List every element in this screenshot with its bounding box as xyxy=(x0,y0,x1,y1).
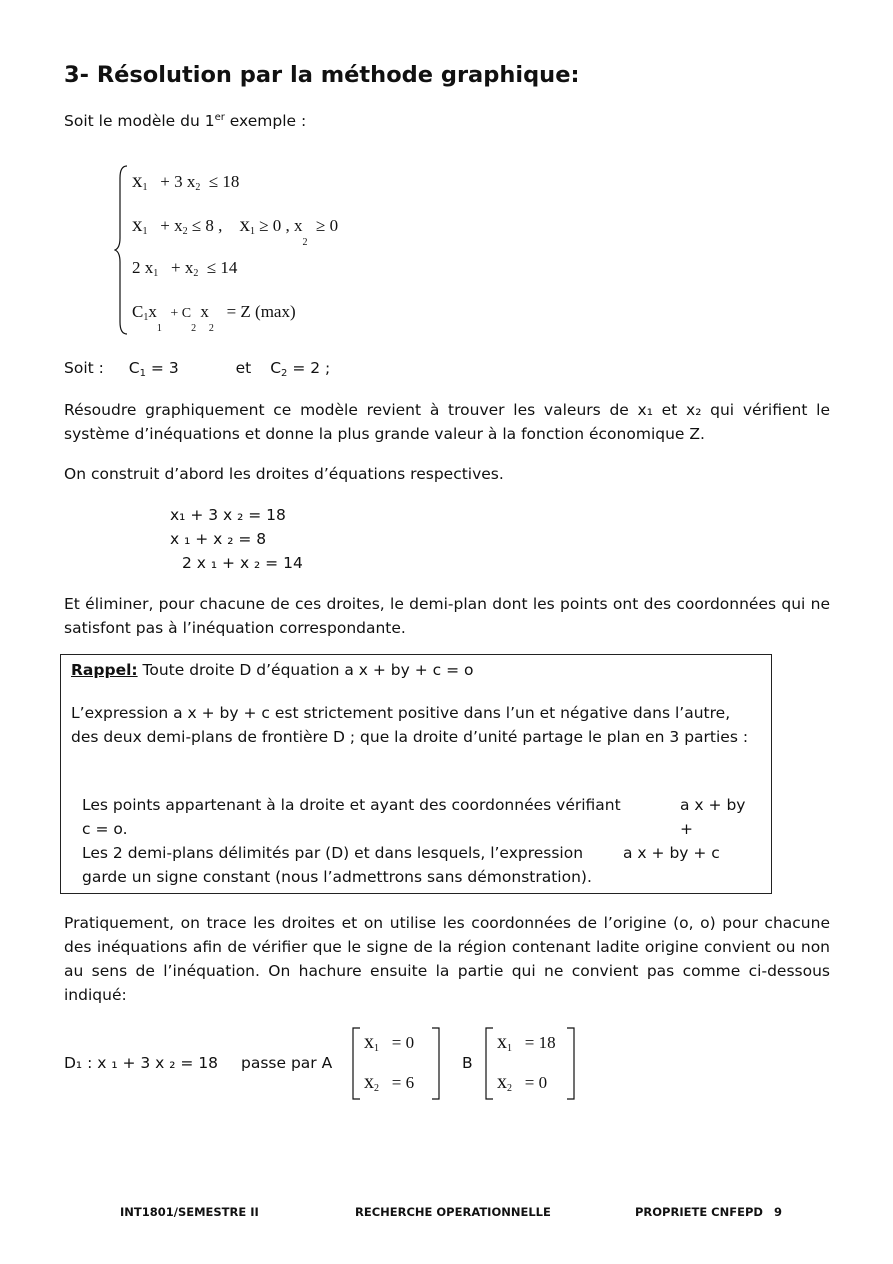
paragraph-eliminer: Et éliminer, pour chacune de ces droites, le demi-plan dont les points ont des coordonnées qui ne satisfont pas à l’inéquation correspondante. xyxy=(64,595,830,637)
point-b-label: B xyxy=(462,1054,473,1072)
d1-equation: D₁ : x ₁ + 3 x ₂ = 18 xyxy=(64,1054,219,1072)
intro-text xyxy=(64,112,306,130)
c2-value: $C_2 = 2$ ; xyxy=(270,359,331,379)
footer-owner: PROPRIETE CNFEPD xyxy=(635,1205,763,1219)
rappel-item-1: Les points appartenant à la droite et ayant des coordonnées vérifiant a x + by + c = o. xyxy=(82,796,746,838)
system-line-1: $x_1$ + 3 $x_2 \le 18$ xyxy=(132,168,240,193)
rappel-paragraph: L’expression a x + by + c est strictement positive dans l’un et négative dans l’autre, des deux demi-plans de frontière D ; que la droite d’unité partage le plan en 3 parties : xyxy=(71,704,749,746)
intro-after: exemple : xyxy=(224,112,307,131)
et-label: et xyxy=(235,359,252,377)
soit-label: Soit : xyxy=(64,359,104,377)
equation-2: x ₁ + x ₂ = 8 xyxy=(170,530,267,548)
equation-3: 2 x ₁ + x ₂ = 14 xyxy=(182,554,303,572)
matrix-b-row-1: $x_1$ = 18 xyxy=(497,1031,556,1054)
system-brace xyxy=(114,164,130,336)
c1-value: $C_1 = 3$ xyxy=(128,359,179,379)
rappel-box xyxy=(60,654,772,894)
paragraph-pratiquement: Pratiquement, on trace les droites et on utilise les coordonnées de l’origine (o, o) pour chacune des inéquations afin de vérifier que le signe de la région contenant ladite origine convient ou non au sens de l’inéquation. On hachure ensuite la partie qui ne convient pas comme ci-dessous indiqué: xyxy=(64,914,830,1004)
d1-passe-par: passe par A xyxy=(241,1054,333,1072)
page-number: 9 xyxy=(774,1205,783,1219)
system-line-3: 2 $x_1$ + $x_2 \le 14$ xyxy=(132,258,238,279)
system-line-4: $C_1x_1 + C_2$ $x_2 = Z$ (max) xyxy=(132,302,296,334)
system-line-2: $x_1$ + $x_2 \le 8$ , $x_1 \ge 0$ , $x_2 \ge 0$ xyxy=(132,212,339,248)
matrix-a-row-2: $x_2$ = 6 xyxy=(364,1071,415,1094)
section-title: 3- Résolution par la méthode graphique: xyxy=(64,62,580,88)
paragraph-construit: On construit d’abord les droites d’équations respectives. xyxy=(64,465,504,483)
equation-1: x₁ + 3 x ₂ = 18 xyxy=(170,506,286,524)
matrix-b-row-2: $x_2$ = 0 xyxy=(497,1071,548,1094)
rappel-line xyxy=(71,661,474,679)
rappel-label: Rappel: xyxy=(71,661,138,679)
rappel-item-2: Les 2 demi-plans délimités par (D) et dans lesquels, l’expression a x + by + c garde un signe constant (nous l’admettrons sans démonstration). xyxy=(82,844,720,886)
coefficients-line xyxy=(64,359,330,379)
rappel-statement: Toute droite D d’équation a x + by + c = o xyxy=(137,661,474,679)
intro-before: Soit le modèle du 1 xyxy=(64,112,215,131)
paragraph-resoudre: Résoudre graphiquement ce modèle revient à trouver les valeurs de x₁ et x₂ qui vérifient le système d’inéquations et donne la plus grande valeur à la fonction économique Z. xyxy=(64,401,830,443)
footer-subject: RECHERCHE OPERATIONNELLE xyxy=(355,1205,551,1219)
footer-course-code: INT1801/SEMESTRE II xyxy=(120,1205,259,1219)
intro-sup: er xyxy=(214,112,225,123)
matrix-a-row-1: $x_1$ = 0 xyxy=(364,1031,415,1054)
